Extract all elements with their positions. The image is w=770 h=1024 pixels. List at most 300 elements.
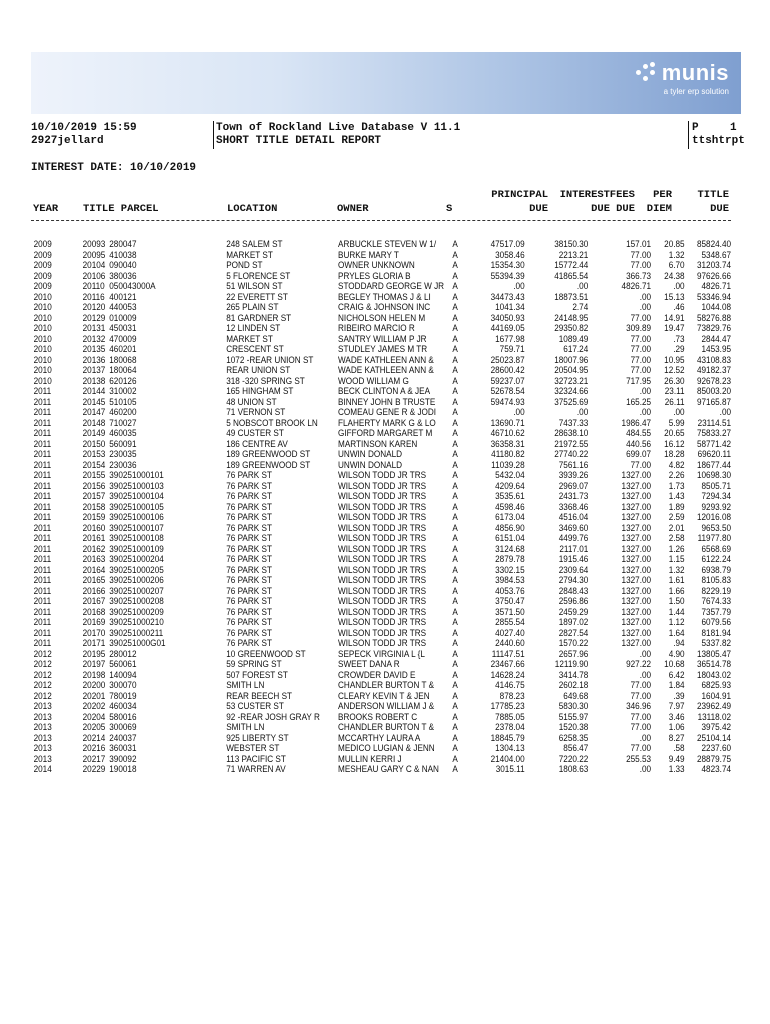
row-principal-due: 4027.40 [495, 628, 525, 639]
row-status: A [452, 744, 458, 754]
row-interest-due: 4499.76 [558, 534, 589, 544]
row-principal-due: 2440.60 [495, 639, 525, 649]
row-per-diem: .39 [673, 691, 685, 702]
row-owner: BURKE MARY T [338, 250, 399, 261]
row-fees-due: 717.95 [626, 376, 652, 387]
row-owner: WILSON TODD JR TRS [338, 481, 427, 492]
row-parcel: 410038 [109, 250, 137, 261]
row-title-due: 28879.75 [696, 754, 732, 765]
row-per-diem: 1.66 [668, 586, 685, 597]
row-title-due: 10698.30 [696, 471, 732, 481]
row-parcel: 510105 [109, 397, 137, 408]
row-principal-due: 1677.98 [495, 334, 525, 345]
row-status: A [452, 355, 458, 366]
row-location: 507 FOREST ST [226, 670, 288, 681]
row-per-diem: .00 [673, 282, 685, 292]
row-title-due: 9293.92 [701, 502, 732, 513]
row-year: 2013 [33, 712, 52, 723]
col-fees-1: FEES [609, 189, 635, 201]
row-status: A [452, 250, 458, 261]
row-location: 71 VERNON ST [226, 408, 286, 418]
row-interest-due: 2213.21 [558, 250, 589, 261]
row-year: 2013 [33, 733, 52, 744]
row-principal-due: 3058.46 [495, 250, 525, 261]
row-interest-due: 856.47 [563, 744, 589, 754]
row-location: POND ST [226, 261, 263, 271]
row-year: 2011 [33, 565, 52, 576]
row-interest-due: 18007.96 [554, 355, 589, 366]
table-row [31, 765, 731, 776]
row-title: 20132 [82, 334, 106, 345]
row-fees-due: 255.53 [626, 754, 652, 765]
table-row [31, 282, 731, 293]
row-location: 5 NOBSCOT BROOK LN [226, 418, 318, 429]
row-location: 186 CENTRE AV [226, 439, 288, 450]
row-year: 2014 [33, 765, 52, 775]
row-location: 113 PACIFIC ST [226, 754, 286, 765]
row-fees-due: 1327.00 [621, 597, 652, 607]
row-location: 189 GREENWOOD ST [226, 460, 311, 471]
row-interest-due: .00 [576, 282, 589, 292]
row-parcel: 390251000208 [109, 597, 164, 607]
row-location: REAR BEECH ST [226, 691, 293, 702]
row-location: 81 GARDNER ST [226, 313, 292, 324]
row-year: 2011 [33, 502, 52, 513]
row-interest-due: 41865.54 [554, 271, 589, 282]
row-title: 20205 [82, 723, 106, 733]
row-interest-due: 7437.33 [558, 418, 589, 429]
table-row [31, 608, 731, 619]
row-interest-due: 32723.21 [554, 376, 589, 387]
row-per-diem: 16.12 [664, 439, 685, 450]
row-year: 2009 [33, 282, 52, 292]
row-interest-due: 2657.96 [558, 649, 589, 660]
row-principal-due: 17785.23 [490, 702, 525, 712]
row-parcel: 280047 [109, 240, 137, 250]
row-interest-due: 6258.35 [558, 733, 589, 744]
row-title-due: 7674.33 [701, 597, 732, 607]
row-interest-due: 29350.82 [554, 324, 589, 334]
row-location: 76 PARK ST [226, 618, 272, 628]
row-location: 76 PARK ST [226, 597, 272, 607]
col-interest-2: DUE [591, 203, 610, 215]
row-title: 20156 [82, 481, 106, 492]
row-year: 2011 [33, 460, 52, 471]
row-year: 2009 [33, 261, 52, 271]
row-year: 2010 [33, 355, 52, 366]
row-parcel: 280012 [109, 649, 137, 660]
row-interest-due: 37525.69 [554, 397, 589, 408]
row-per-diem: 4.90 [668, 649, 685, 660]
row-interest-due: .00 [576, 408, 589, 418]
table-row [31, 629, 731, 640]
row-owner: SEPECK VIRGINIA L {L [338, 649, 425, 660]
row-title-due: 6938.79 [701, 565, 732, 576]
row-title-due: 23962.49 [696, 702, 732, 712]
row-status: A [452, 702, 458, 712]
row-fees-due: 440.56 [626, 439, 652, 450]
row-per-diem: 1.61 [668, 576, 685, 586]
report-title: SHORT TITLE DETAIL REPORT [216, 135, 382, 147]
page-number: 1 [730, 122, 737, 134]
row-per-diem: 1.06 [668, 723, 685, 733]
row-location: WEBSTER ST [226, 744, 280, 754]
row-location: SMITH LN [226, 723, 265, 733]
row-interest-due: 21972.55 [554, 439, 589, 450]
col-principal-2: DUE [529, 203, 548, 215]
row-principal-due: 21404.00 [490, 754, 525, 765]
row-title: 20204 [82, 712, 106, 723]
row-title: 20216 [82, 744, 106, 754]
row-location: 76 PARK ST [226, 628, 272, 639]
row-title: 20162 [82, 544, 106, 555]
row-parcel: 440053 [109, 303, 137, 313]
row-per-diem: 1.26 [668, 544, 685, 555]
row-principal-due: 3015.11 [495, 765, 525, 775]
row-principal-due: 1041.34 [495, 303, 525, 313]
row-title: 20131 [82, 324, 106, 334]
row-principal-due: 4209.64 [495, 481, 525, 492]
table-row [31, 702, 731, 713]
row-owner: PRYLES GLORIA B [338, 271, 411, 282]
row-title: 20104 [82, 261, 106, 271]
row-status: A [452, 733, 458, 744]
row-per-diem: 2.01 [668, 523, 685, 534]
col-per-diem-2: DIEM [646, 203, 672, 215]
row-year: 2012 [33, 649, 52, 660]
munis-logo [662, 60, 729, 96]
row-title-due: 8181.94 [701, 628, 732, 639]
row-title: 20214 [82, 733, 106, 744]
row-status: A [452, 586, 458, 597]
row-per-diem: 14.91 [664, 313, 685, 324]
row-interest-due: 2848.43 [558, 586, 589, 597]
table-row [31, 734, 731, 745]
row-title-due: 8105.83 [701, 576, 732, 586]
row-principal-due: 59474.93 [490, 397, 525, 408]
row-parcel: 390251000204 [109, 555, 164, 565]
row-title: 20165 [82, 576, 106, 586]
row-principal-due: .00 [513, 408, 525, 418]
col-location: LOCATION [227, 203, 278, 215]
row-title: 20229 [82, 765, 106, 775]
row-title: 20198 [82, 670, 106, 681]
row-title-due: 18677.44 [696, 460, 732, 471]
row-year: 2013 [33, 702, 52, 712]
row-interest-due: 2309.64 [558, 565, 589, 576]
row-interest-due: 649.68 [563, 691, 589, 702]
row-owner: SANTRY WILLIAM P JR [338, 334, 427, 345]
row-fees-due: 77.00 [630, 261, 652, 271]
row-owner: WILSON TODD JR TRS [338, 607, 427, 618]
row-per-diem: 19.47 [664, 324, 685, 334]
row-status: A [452, 670, 458, 681]
table-row [31, 251, 731, 262]
table-row [31, 440, 731, 451]
row-status: A [452, 271, 458, 282]
row-year: 2011 [33, 397, 52, 408]
table-row [31, 639, 731, 650]
row-title: 20120 [82, 303, 106, 313]
row-principal-due: 3302.15 [495, 565, 525, 576]
row-fees-due: 77.00 [630, 744, 652, 754]
row-year: 2012 [33, 681, 52, 691]
row-year: 2012 [33, 691, 52, 702]
row-title-due: 58771.42 [696, 439, 732, 450]
row-parcel: 460200 [109, 408, 137, 418]
row-title: 20170 [82, 628, 106, 639]
row-fees-due: 1327.00 [621, 628, 652, 639]
row-title: 20147 [82, 408, 106, 418]
row-principal-due: 2855.54 [495, 618, 525, 628]
row-title: 20217 [82, 754, 106, 765]
row-interest-due: 32324.66 [554, 387, 589, 397]
row-year: 2013 [33, 744, 52, 754]
row-interest-due: 2794.30 [558, 576, 589, 586]
row-year: 2011 [33, 544, 52, 555]
row-parcel: 230035 [109, 450, 137, 460]
report-banner [31, 52, 741, 114]
row-fees-due: 484.55 [626, 429, 652, 439]
col-year: YEAR [33, 203, 59, 215]
table-row [31, 597, 731, 608]
row-parcel: 300069 [109, 723, 137, 733]
row-title-due: 1044.08 [701, 303, 732, 313]
row-interest-due: 28638.10 [554, 429, 589, 439]
table-row [31, 513, 731, 524]
row-title: 20129 [82, 313, 106, 324]
row-year: 2011 [33, 439, 52, 450]
row-title: 20169 [82, 618, 106, 628]
row-principal-due: 4053.76 [495, 586, 525, 597]
row-location: 76 PARK ST [226, 471, 272, 481]
row-status: A [452, 649, 458, 660]
table-row [31, 345, 731, 356]
row-year: 2011 [33, 429, 52, 439]
row-year: 2013 [33, 754, 52, 765]
row-interest-due: 24148.95 [554, 313, 589, 324]
row-fees-due: 1327.00 [621, 502, 652, 513]
row-owner: WILSON TODD JR TRS [338, 471, 427, 481]
row-year: 2011 [33, 555, 52, 565]
row-year: 2011 [33, 597, 52, 607]
row-owner: WILSON TODD JR TRS [338, 534, 427, 544]
row-per-diem: 23.11 [664, 387, 685, 397]
row-parcel: 360031 [109, 744, 137, 754]
row-principal-due: 3124.68 [495, 544, 525, 555]
row-owner: WILSON TODD JR TRS [338, 565, 427, 576]
row-interest-due: 1808.63 [558, 765, 589, 775]
row-location: 189 GREENWOOD ST [226, 450, 311, 460]
row-location: 165 HINGHAM ST [226, 387, 294, 397]
header-rule [31, 220, 731, 221]
row-status: A [452, 628, 458, 639]
row-per-diem: 12.52 [664, 366, 685, 376]
row-title-due: 4826.71 [701, 282, 732, 292]
row-location: 76 PARK ST [226, 481, 272, 492]
row-title-due: 53346.94 [696, 292, 732, 303]
row-principal-due: 41180.82 [491, 450, 525, 460]
row-title-due: 2844.47 [701, 334, 732, 345]
col-title-due-1: TITLE [697, 189, 729, 201]
row-owner: MEDICO LUGIAN & JENN [338, 744, 435, 754]
table-row [31, 335, 731, 346]
row-status: A [452, 523, 458, 534]
row-owner: WILSON TODD JR TRS [338, 576, 427, 586]
row-owner: WILSON TODD JR TRS [338, 618, 427, 628]
logo-tagline: a tyler erp solution [663, 87, 729, 96]
row-principal-due: 34473.43 [490, 292, 525, 303]
col-title-due-2: DUE [710, 203, 729, 215]
row-title-due: 8229.19 [701, 586, 732, 597]
row-owner: WADE KATHLEEN ANN & [338, 366, 434, 376]
row-location: 76 PARK ST [226, 513, 272, 523]
row-fees-due: 77.00 [630, 334, 652, 345]
row-year: 2010 [33, 376, 52, 387]
row-parcel: 050043000A [109, 282, 156, 292]
row-principal-due: 4598.46 [495, 502, 525, 513]
row-owner: MULLIN KERRI J [338, 754, 402, 765]
row-interest-due: 27740.22 [554, 450, 589, 460]
row-status: A [452, 324, 458, 334]
row-principal-due: 3984.53 [495, 576, 525, 586]
row-fees-due: .00 [639, 649, 652, 660]
row-title-due: 6825.93 [701, 681, 732, 691]
row-status: A [452, 261, 458, 271]
row-owner: NICHOLSON HELEN M [338, 313, 426, 324]
table-row [31, 492, 731, 503]
table-row [31, 681, 731, 692]
row-location: SMITH LN [226, 681, 265, 691]
row-title-due: 85003.20 [696, 387, 732, 397]
row-interest-due: 4516.04 [558, 513, 589, 523]
row-per-diem: 1.15 [668, 555, 685, 565]
table-row [31, 482, 731, 493]
row-status: A [452, 481, 458, 492]
row-fees-due: 1327.00 [621, 586, 652, 597]
row-per-diem: 1.12 [668, 618, 685, 628]
row-owner: RIBEIRO MARCIO R [338, 324, 415, 334]
row-title-due: 12016.08 [696, 513, 732, 523]
row-owner: ANDERSON WILLIAM J & [338, 702, 435, 712]
row-owner: BECK CLINTON A & JEA [338, 387, 431, 397]
row-location: 76 PARK ST [226, 607, 272, 618]
row-status: A [452, 397, 458, 408]
row-title-due: 9653.50 [701, 523, 732, 534]
row-parcel: 390251000109 [109, 544, 164, 555]
row-status: A [452, 313, 458, 324]
table-row [31, 618, 731, 629]
row-owner: WILSON TODD JR TRS [338, 639, 427, 649]
row-principal-due: 11147.51 [491, 649, 525, 660]
row-status: A [452, 565, 458, 576]
row-year: 2010 [33, 313, 52, 324]
row-title-due: 8505.71 [701, 481, 732, 492]
row-parcel: 300070 [109, 681, 137, 691]
row-per-diem: 1.43 [668, 492, 685, 502]
row-title-due: 4823.74 [701, 765, 732, 775]
table-row [31, 744, 731, 755]
row-parcel: 390251000G01 [109, 639, 166, 649]
row-parcel: 390251000103 [109, 481, 164, 492]
table-row [31, 534, 731, 545]
row-fees-due: 157.01 [626, 240, 652, 250]
row-interest-due: 2.74 [572, 303, 589, 313]
row-year: 2011 [33, 481, 52, 492]
row-per-diem: 1.73 [668, 481, 685, 492]
row-principal-due: 15354.30 [490, 261, 525, 271]
row-interest-due: 1520.38 [558, 723, 589, 733]
row-parcel: 780019 [109, 691, 137, 702]
row-title: 20135 [82, 345, 106, 355]
row-principal-due: 47517.09 [490, 240, 525, 250]
row-per-diem: 6.42 [668, 670, 685, 681]
row-owner: STUDLEY JAMES M TR [338, 345, 428, 355]
row-fees-due: 1327.00 [621, 607, 652, 618]
row-per-diem: .00 [673, 408, 685, 418]
row-principal-due: 5432.04 [495, 471, 525, 481]
program-name: ttshtrpt [692, 135, 745, 147]
row-owner: STODDARD GEORGE W JR [338, 282, 445, 292]
row-per-diem: 26.11 [664, 397, 685, 408]
table-row [31, 272, 731, 283]
row-title: 20202 [82, 702, 106, 712]
row-location: 92 -REAR JOSH GRAY R [226, 712, 320, 723]
row-parcel: 390251000211 [109, 628, 164, 639]
row-year: 2011 [33, 576, 52, 586]
row-interest-due: 1089.49 [558, 334, 589, 345]
row-location: MARKET ST [226, 250, 273, 261]
row-title-due: 5348.67 [701, 250, 732, 261]
table-row [31, 387, 731, 398]
row-location: 76 PARK ST [226, 534, 272, 544]
row-location: 59 SPRING ST [226, 660, 282, 670]
table-row [31, 429, 731, 440]
row-owner: CHANDLER BURTON T & [338, 723, 435, 733]
row-fees-due: 77.00 [630, 366, 652, 376]
row-location: 925 LIBERTY ST [226, 733, 289, 744]
row-location: 22 EVERETT ST [226, 292, 288, 303]
row-title-due: 6122.24 [701, 555, 732, 565]
row-year: 2010 [33, 334, 52, 345]
table-row [31, 660, 731, 671]
row-interest-due: 2827.54 [558, 628, 589, 639]
row-per-diem: 1.32 [668, 250, 685, 261]
row-year: 2011 [33, 418, 52, 429]
row-title: 20157 [82, 492, 106, 502]
row-title-due: 97626.66 [696, 271, 732, 282]
row-title-due: 6568.69 [701, 544, 732, 555]
row-principal-due: 46710.62 [490, 429, 525, 439]
row-parcel: 580016 [109, 712, 137, 723]
row-year: 2011 [33, 492, 52, 502]
row-location: 76 PARK ST [226, 555, 272, 565]
row-principal-due: 3535.61 [495, 492, 525, 502]
table-row [31, 566, 731, 577]
row-parcel: 390251000205 [109, 565, 164, 576]
row-per-diem: 26.30 [664, 376, 685, 387]
row-per-diem: 1.50 [668, 597, 685, 607]
row-interest-due: 2431.73 [558, 492, 589, 502]
row-status: A [452, 723, 458, 733]
row-status: A [452, 660, 458, 670]
row-owner: MCCARTHY LAURA A [338, 733, 421, 744]
row-title: 20167 [82, 597, 106, 607]
row-parcel: 560091 [109, 439, 137, 450]
row-owner: BROOKS ROBERT C [338, 712, 418, 723]
row-owner: CROWDER DAVID E [338, 670, 416, 681]
row-interest-due: 20504.95 [554, 366, 589, 376]
